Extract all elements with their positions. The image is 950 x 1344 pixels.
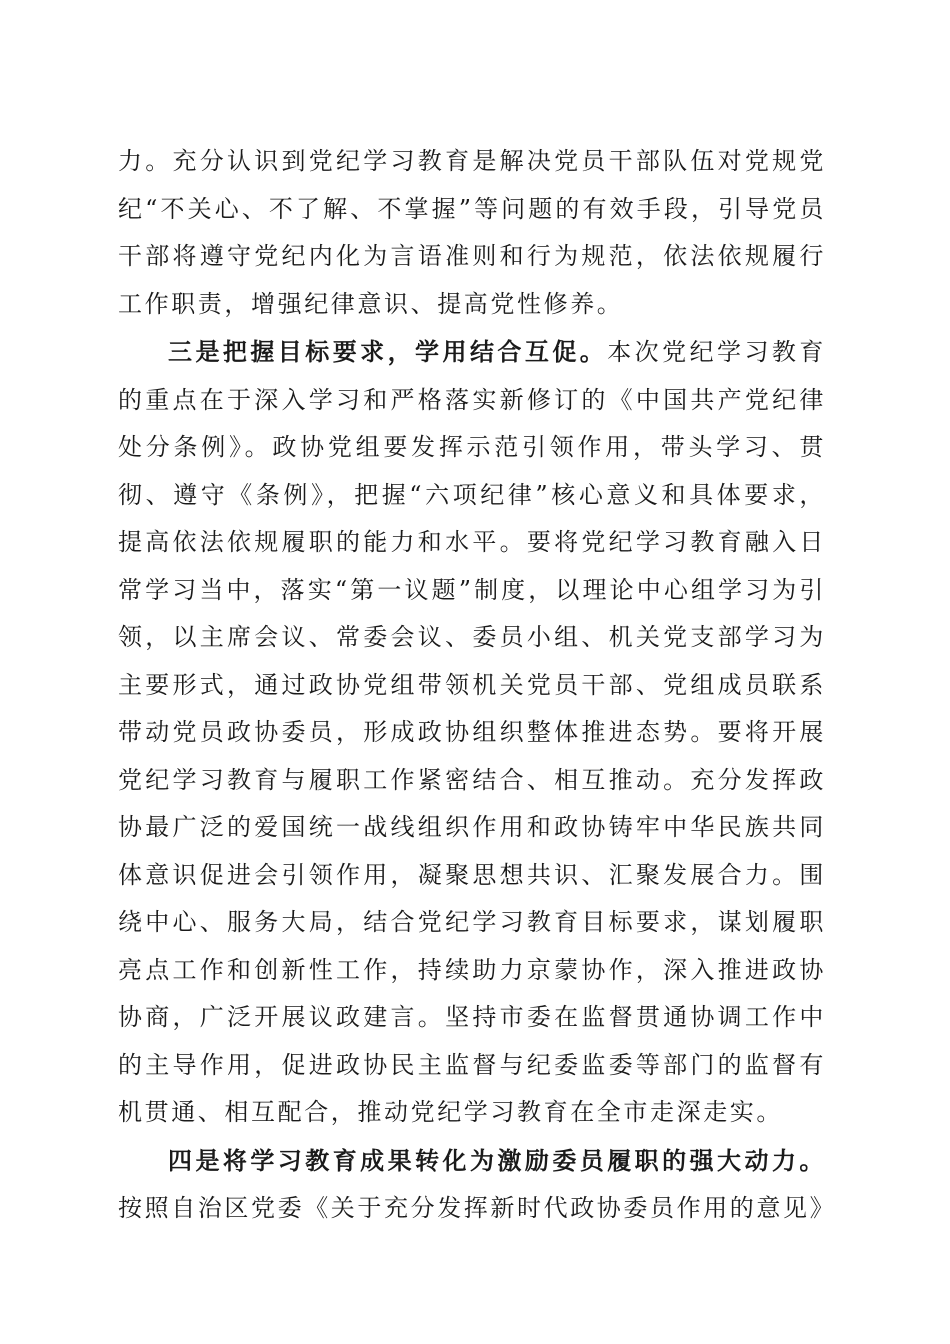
paragraph-1	[118, 137, 826, 328]
paragraph-2	[118, 328, 826, 1137]
paragraph-3	[118, 1137, 837, 1233]
paragraph-1-body: 力。充分认识到党纪学习教育是解决党员干部队伍对党规党纪“不关心、不了解、不掌握”等问题的有效手段，引导党员干部将遵守党纪内化为言语准则和行为规范，依法依规履行工作职责，增强纪律意识、提高党性修养。	[118, 147, 826, 318]
paragraph-3-body: 按照自治区党委《关于充分发挥新时代政协委员作用的意见》	[118, 1194, 837, 1222]
paragraph-3-lead: 四是将学习教育成果转化为激励委员履职的强大动力。	[168, 1145, 826, 1175]
paragraph-2-lead: 三是把握目标要求，学用结合互促。	[168, 337, 608, 366]
paragraph-2-body: 本次党纪学习教育的重点在于深入学习和严格落实新修订的《中国共产党纪律处分条例》。政协党组要发挥示范引领作用，带头学习、贯彻、遵守《条例》，把握“六项纪律”核心意义和具体要求，提高依法依规履职的能力和水平。要将党纪学习教育融入日常学习当中，落实“第一议题”制度，以理论中心组学习为引领，以主席会议、常委会议、委员小组、机关党支部学习为主要形式，通过政协党组带领机关党员干部、党组成员联系带动党员政协委员，形成政协组织整体推进态势。要将开展党纪学习教育与履职工作紧密结合、相互推动。充分发挥政协最广泛的爱国统一战线组织作用和政协铸牢中华民族共同体意识促进会引领作用，凝聚思想共识、汇聚发展合力。围绕中心、服务大局，结合党纪学习教育目标要求，谋划履职亮点工作和创新性工作，持续助力京蒙协作，深入推进政协协商，广泛开展议政建言。坚持市委在监督贯通协调工作中的主导作用，促进政协民主监督与纪委监委等部门的监督有机贯通、相互配合，推动党纪学习教育在全市走深走实。	[118, 338, 826, 1126]
document-body	[118, 137, 837, 1233]
